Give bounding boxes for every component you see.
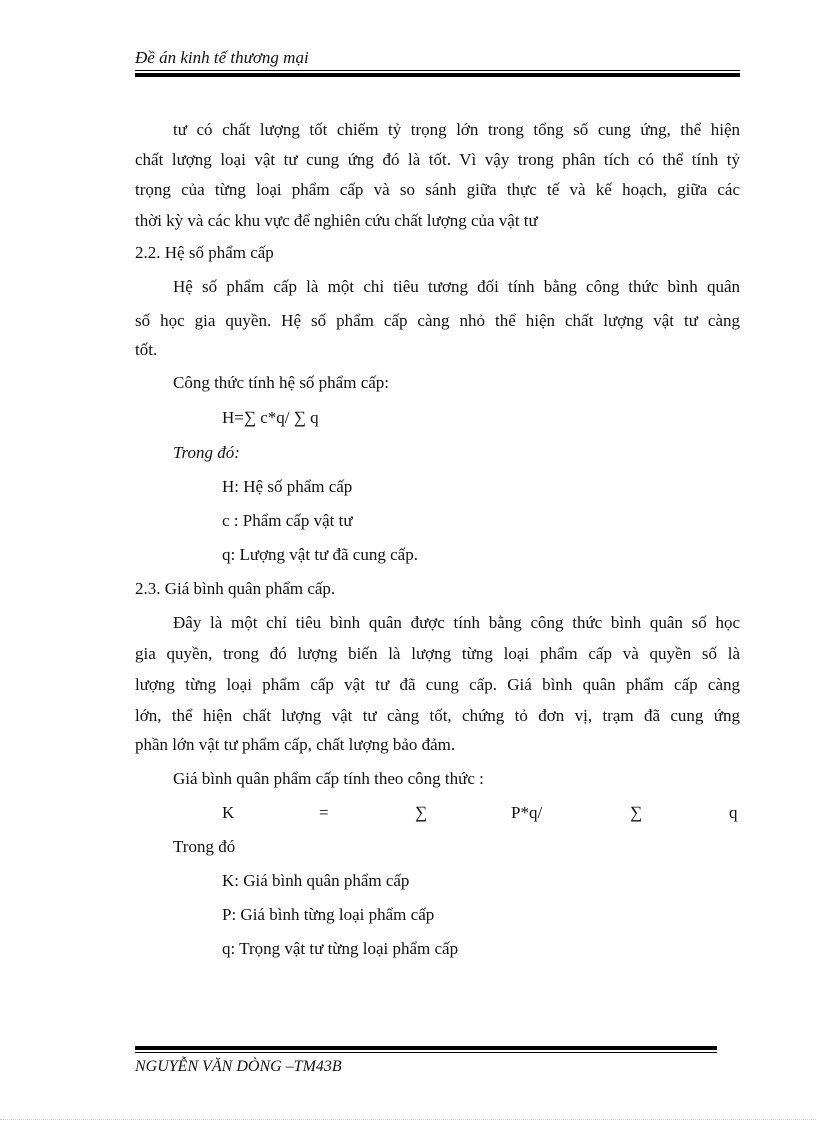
formula-symbol: q (729, 803, 738, 822)
formula-intro: Công thức tính hệ số phẩm cấp: (173, 373, 390, 392)
formula-h: H=∑ c*q/ ∑ q (222, 408, 319, 427)
page-edge (0, 1119, 816, 1120)
paragraph-line: chất lượng loại vật tư cung ứng đó là tốt. Vì vậy trong phân tích có thể tính tỷ (135, 150, 740, 169)
footer-divider-thick (135, 1046, 717, 1050)
paragraph-line: số học gia quyền. Hệ số phẩm cấp càng nhỏ thể hiện chất lượng vật tư càng (135, 311, 740, 330)
definition-item: K: Giá bình quân phẩm cấp (222, 871, 410, 890)
header-title: Đề án kinh tế thương mại (135, 48, 309, 67)
formula-symbol: K (222, 803, 235, 822)
formula-k (222, 803, 740, 823)
footer-author: NGUYỄN VĂN DÒNG –TM43B (135, 1058, 342, 1075)
paragraph-line: Đây là một chỉ tiêu bình quân được tính bằng công thức bình quân số học (173, 613, 740, 632)
formula-intro: Giá bình quân phẩm cấp tính theo công thức : (173, 769, 484, 788)
header-divider-thin (135, 70, 740, 71)
paragraph-line: tốt. (135, 340, 158, 359)
paragraph-line: trọng của từng loại phẩm cấp và so sánh giữa thực tế và kế hoạch, giữa các (135, 180, 740, 199)
definition-item: q: Trọng vật tư từng loại phẩm cấp (222, 939, 459, 958)
formula-symbol: P*q/ (511, 803, 543, 822)
header-divider-thick (135, 73, 740, 77)
paragraph-line: lớn, thể hiện chất lượng vật tư càng tốt, chứng tỏ đơn vị, trạm đã cung ứng (135, 706, 740, 725)
section-heading-2-3: 2.3. Giá bình quân phẩm cấp. (135, 579, 336, 598)
paragraph-line: thời kỳ và các khu vực để nghiên cứu chất lượng của vật tư (135, 211, 538, 230)
where-label: Trong đó: (173, 443, 240, 462)
formula-symbol: ∑ (415, 803, 428, 822)
definition-item: q: Lượng vật tư đã cung cấp. (222, 545, 418, 564)
paragraph-line: phần lớn vật tư phẩm cấp, chất lượng bảo đảm. (135, 735, 456, 754)
paragraph-line: Hệ số phẩm cấp là một chỉ tiêu tương đối tính bằng công thức bình quân (173, 277, 740, 296)
definition-item: c : Phẩm cấp vật tư (222, 511, 353, 530)
paragraph-line: tư có chất lượng tốt chiếm tỷ trọng lớn trong tổng số cung ứng, thể hiện (173, 120, 740, 139)
formula-symbol: = (319, 803, 329, 822)
paragraph-line: lượng từng loại phẩm cấp vật tư đã cung cấp. Giá bình quân phẩm cấp càng (135, 675, 740, 694)
section-heading-2-2: 2.2. Hệ số phẩm cấp (135, 243, 274, 262)
formula-symbol: ∑ (630, 803, 643, 822)
paragraph-line: gia quyền, trong đó lượng biến là lượng từng loại phẩm cấp và quyền số là (135, 644, 740, 663)
definition-item: P: Giá bình từng loại phẩm cấp (222, 905, 435, 924)
definition-item: H: Hệ số phẩm cấp (222, 477, 353, 496)
footer-divider-thin (135, 1052, 717, 1053)
where-label: Trong đó (173, 837, 236, 856)
